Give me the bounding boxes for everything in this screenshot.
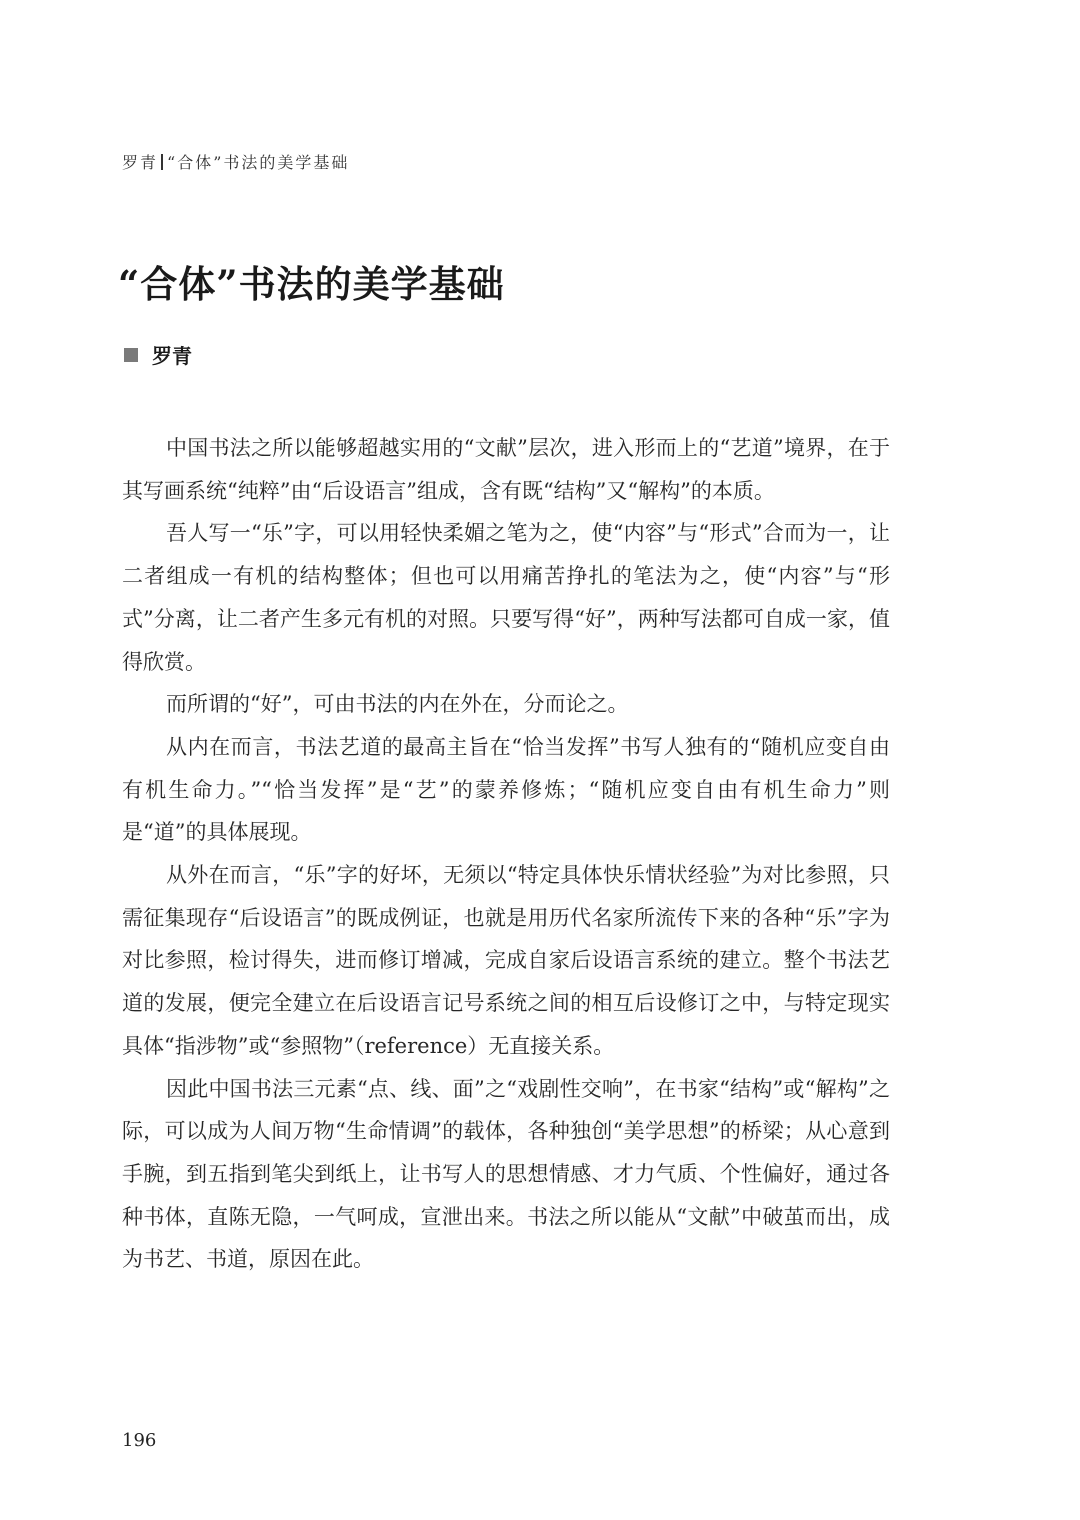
running-head xyxy=(122,150,349,173)
page-number: 196 xyxy=(122,1430,157,1451)
running-head-separator xyxy=(161,154,163,170)
paragraph: 中国书法之所以能够超越实用的“文献”层次，进入形而上的“艺道”境界，在于其写画系统“纯粹”由“后设语言”组成，含有既“结构”又“解构”的本质。 xyxy=(122,436,890,503)
byline xyxy=(124,340,192,369)
running-head-author: 罗青 xyxy=(122,153,159,172)
article-title: “合体”书法的美学基础 xyxy=(118,262,505,306)
paragraph: 而所谓的“好”，可由书法的内在外在，分而论之。 xyxy=(166,692,629,717)
paragraph: 从内在而言，书法艺道的最高主旨在“恰当发挥”书写人独有的“随机应变自由有机生命力。”“恰当发挥”是“艺”的蒙养修炼；“随机应变自由有机生命力”则是“道”的具体展现。 xyxy=(122,734,890,845)
paragraph: 吾人写一“乐”字，可以用轻快柔媚之笔为之，使“内容”与“形式”合而为一，让二者组成一有机的结构整体；但也可以用痛苦挣扎的笔法为之，使“内容”与“形式”分离，让二者产生多元有机的对照。只要写得“好”，两种写法都可自成一家，值得欣赏。 xyxy=(122,521,890,674)
paragraph: 从外在而言，“乐”字的好坏，无须以“特定具体快乐情状经验”为对比参照，只需征集现存“后设语言”的既成例证，也就是用历代名家所流传下来的各种“乐”字为对比参照，检讨得失，进而修订增减，完成自家后设语言系统的建立。整个书法艺道的发展，便完全建立在后设语言记号系统之间的相互后设修订之中，与特定现实具体“指涉物”或“参照物”（reference）无直接关系。 xyxy=(122,863,890,1058)
byline-square-icon xyxy=(124,348,138,362)
article-body xyxy=(122,427,890,1281)
article-author: 罗青 xyxy=(152,344,192,368)
running-head-title: “合体”书法的美学基础 xyxy=(167,153,350,172)
paragraph: 因此中国书法三元素“点、线、面”之“戏剧性交响”，在书家“结构”或“解构”之际，可以成为人间万物“生命情调”的载体，各种独创“美学思想”的桥梁；从心意到手腕，到五指到笔尖到纸上，让书写人的思想情感、才力气质、个性偏好，通过各种书体，直陈无隐，一气呵成，宣泄出来。书法之所以能从“文献”中破茧而出，成为书艺、书道，原因在此。 xyxy=(122,1076,890,1272)
